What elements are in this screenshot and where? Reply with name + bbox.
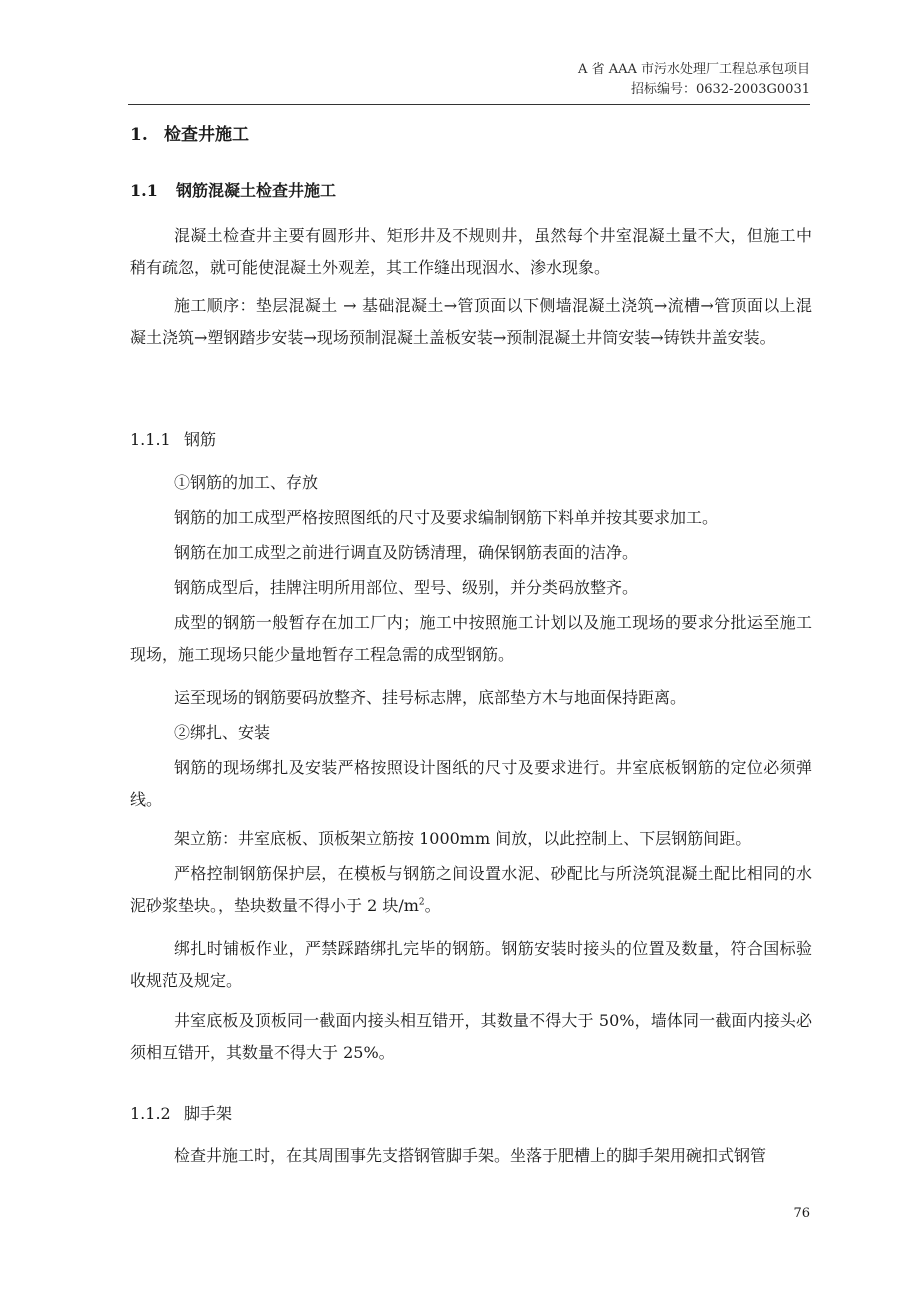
paragraph [130, 858, 812, 922]
heading-title: 钢筋 [184, 430, 217, 449]
paragraph: ①钢筋的加工、存放 [174, 473, 319, 492]
heading-title: 脚手架 [184, 1104, 233, 1123]
paragraph: 钢筋成型后，挂牌注明所用部位、型号、级别，并分类码放整齐。 [174, 578, 639, 597]
superscript: 2 [418, 897, 425, 908]
paragraph: 成型的钢筋一般暂存在加工厂内；施工中按照施工计划以及施工现场的要求分批运至施工现场，施工现场只能少量地暂存工程急需的成型钢筋。 [130, 613, 812, 664]
heading-number: 1.1 [130, 181, 158, 200]
paragraph: 钢筋的加工成型严格按照图纸的尺寸及要求编制钢筋下料单并按其要求加工。 [174, 508, 719, 527]
paragraph: 钢筋在加工成型之前进行调直及防锈清理，确保钢筋表面的洁净。 [174, 543, 639, 562]
heading-number: 1.1.2 [130, 1104, 171, 1123]
paragraph: 混凝土检查井主要有圆形井、矩形井及不规则井，虽然每个井室混凝土量不大，但施工中稍有疏忽，就可能使混凝土外观差，其工作缝出现洇水、渗水现象。 [130, 226, 812, 277]
heading-number: 1.1.1 [130, 430, 171, 449]
heading-title: 检查井施工 [164, 125, 249, 145]
paragraph: 施工顺序：垫层混凝土 → 基础混凝土→管顶面以下侧墙混凝土浇筑→流槽→管顶面以上混凝土浇筑→塑钢踏步安装→现场预制混凝土盖板安装→预制混凝土井筒安装→铸铁井盖安装。 [130, 296, 812, 347]
page-header [128, 60, 810, 100]
heading-level-1 [130, 120, 249, 145]
paragraph: 检查井施工时，在其周围事先支搭钢管脚手架。坐落于肥槽上的脚手架用碗扣式钢管 [174, 1146, 767, 1165]
header-project-title: A 省 AAA 市污水处理厂工程总承包项目 [578, 62, 810, 77]
heading-level-3 [130, 1101, 232, 1124]
paragraph: 井室底板及顶板同一截面内接头相互错开，其数量不得大于 50%，墙体同一截面内接头必须相互错开，其数量不得大于 25%。 [130, 1011, 812, 1062]
paragraph: 运至现场的钢筋要码放整齐、挂号标志牌，底部垫方木与地面保持距离。 [174, 688, 687, 707]
page-number: 76 [793, 1206, 810, 1221]
heading-number: 1. [130, 125, 148, 145]
paragraph: 钢筋的现场绑扎及安装严格按照设计图纸的尺寸及要求进行。井室底板钢筋的定位必须弹线。 [130, 758, 812, 809]
heading-title: 钢筋混凝土检查井施工 [176, 181, 337, 200]
heading-level-2 [130, 178, 336, 201]
header-bid-number: 招标编号：0632-2003G0031 [630, 82, 810, 97]
heading-level-3 [130, 427, 216, 450]
paragraph: 架立筋：井室底板、顶板架立筋按 1000mm 间放，以此控制上、下层钢筋间距。 [174, 829, 752, 848]
paragraph: ②绑扎、安装 [174, 723, 271, 742]
header-divider [128, 104, 810, 105]
paragraph-text: 严格控制钢筋保护层，在模板与钢筋之间设置水泥、砂配比与所浇筑混凝土配比相同的水泥砂浆垫块。，垫块数量不得小于 2 块/m [130, 864, 812, 915]
paragraph: 绑扎时铺板作业，严禁踩踏绑扎完毕的钢筋。钢筋安装时接头的位置及数量，符合国标验收规范及规定。 [130, 939, 812, 990]
paragraph-end-mark: 。 [424, 896, 441, 915]
